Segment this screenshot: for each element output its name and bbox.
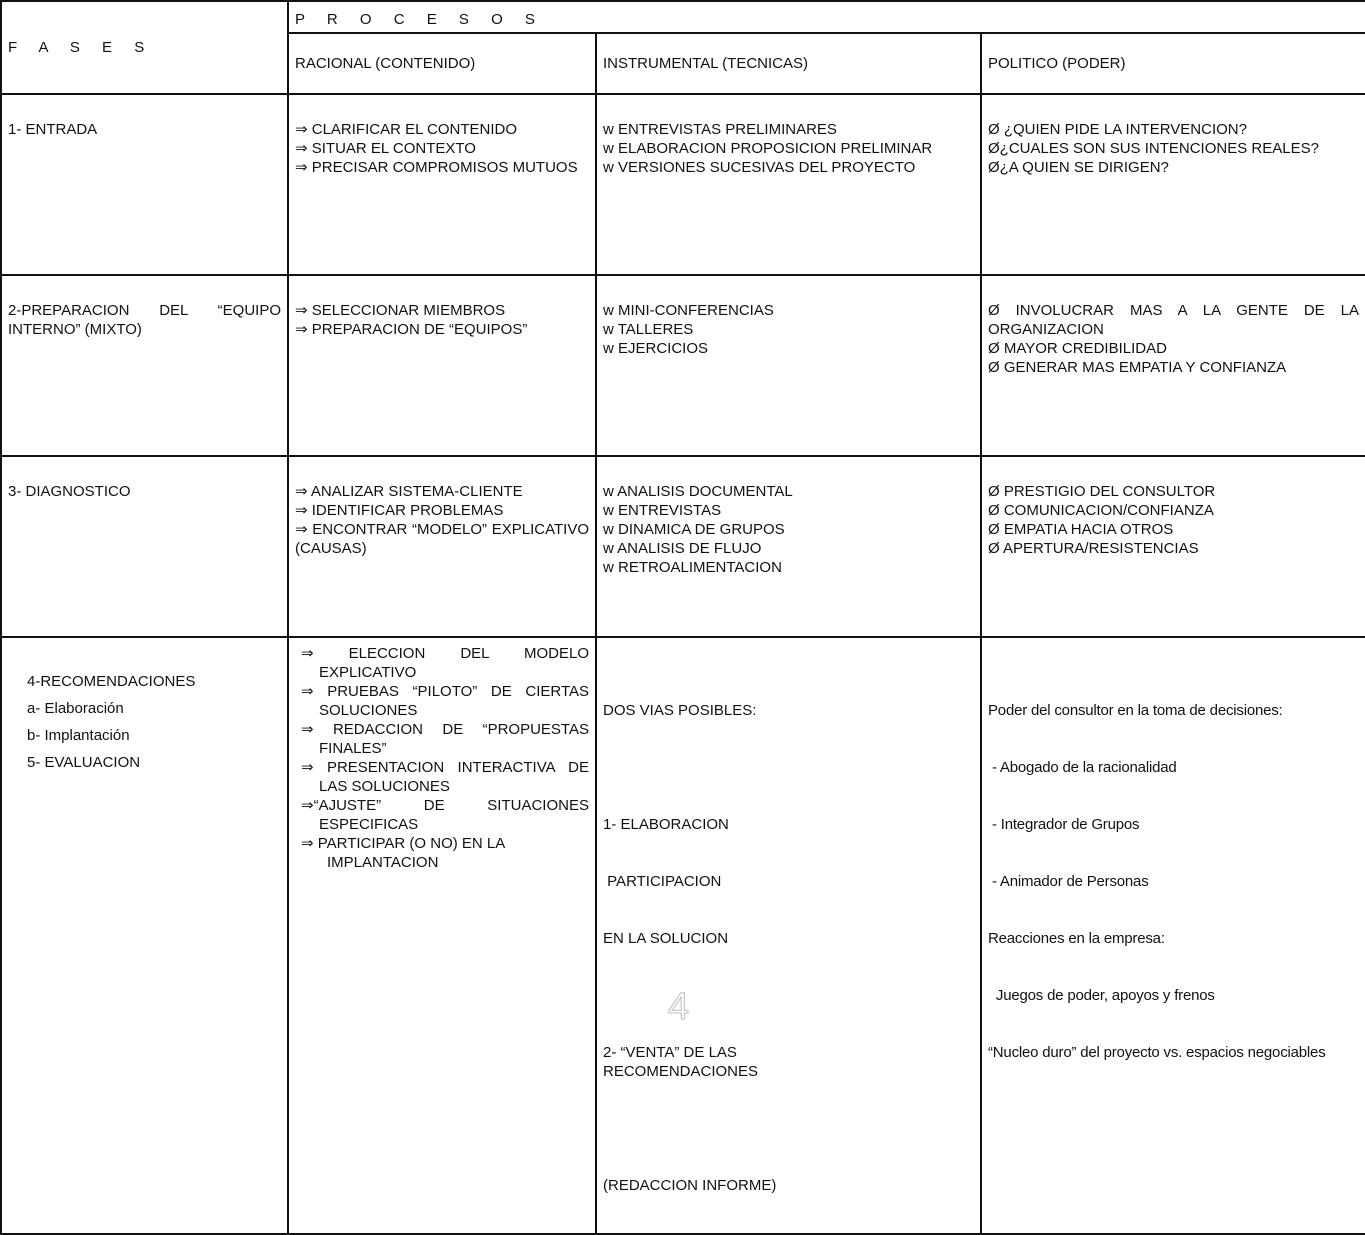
list-item: ⇒ PREPARACION DE “EQUIPOS” xyxy=(295,321,528,338)
list-item: ⇒ PRECISAR COMPROMISOS MUTUOS xyxy=(295,159,578,176)
list-item: w RETROALIMENTACION xyxy=(603,559,782,576)
procesos-header xyxy=(288,1,1365,33)
racional-cell xyxy=(288,456,596,637)
spacer xyxy=(603,1119,974,1138)
fases-header xyxy=(1,1,288,94)
fase-cell xyxy=(1,275,288,456)
list-item: Ø MAYOR CREDIBILIDAD xyxy=(988,340,1167,357)
racional-cell xyxy=(288,275,596,456)
racional-cell xyxy=(288,94,596,275)
spacer xyxy=(603,758,974,777)
list-item: Ø APERTURA/RESISTENCIAS xyxy=(988,540,1199,557)
list-item: PARTICIPACION xyxy=(603,873,722,890)
list-item: w ANALISIS DOCUMENTAL xyxy=(603,483,793,500)
list-item: ⇒“AJUSTE” DE SITUACIONES ESPECIFICAS xyxy=(301,797,589,833)
list-item: ⇒ CLARIFICAR EL CONTENIDO xyxy=(295,121,518,138)
list-item: w DINAMICA DE GRUPOS xyxy=(603,521,785,538)
list-item: ⇒ IDENTIFICAR PROBLEMAS xyxy=(295,502,504,519)
table-row xyxy=(1,94,1365,275)
fase-label: 3- DIAGNOSTICO xyxy=(8,483,131,500)
list-item: - Abogado de la racionalidad xyxy=(988,759,1177,776)
fase-label: 1- ENTRADA xyxy=(8,121,98,138)
table-row xyxy=(1,456,1365,637)
list-item: Ø COMUNICACION/CONFIANZA xyxy=(988,502,1214,519)
politico-header: POLITICO (PODER) xyxy=(981,33,1365,94)
list-item: Ø EMPATIA HACIA OTROS xyxy=(988,521,1174,538)
fase-sublabel: a- Elaboración xyxy=(27,700,124,717)
list-item: w EJERCICIOS xyxy=(603,340,709,357)
fase-sublabel: b- Implantación xyxy=(27,727,130,744)
list-item: Juegos de poder, apoyos y frenos xyxy=(988,987,1215,1004)
fase-cell xyxy=(1,637,288,1234)
spacer xyxy=(603,986,974,1005)
list-item: w ENTREVISTAS PRELIMINARES xyxy=(603,121,837,138)
list-item: ⇒ PRESENTACION INTERACTIVA DE LAS SOLUCIONES xyxy=(301,759,589,795)
list-item: ⇒ ENCONTRAR “MODELO” EXPLICATIVO (CAUSAS) xyxy=(295,521,589,557)
list-item: Ø¿A QUIEN SE DIRIGEN? xyxy=(988,159,1169,176)
list-item: w MINI-CONFERENCIAS xyxy=(603,302,774,319)
table-row xyxy=(1,637,1365,1234)
list-item: EN LA SOLUCION xyxy=(603,930,729,947)
fase-label: 2-PREPARACION DEL “EQUIPO INTERNO” (MIXTO) xyxy=(8,302,281,338)
list-item: Ø INVOLUCRAR MAS A LA GENTE DE LA ORGANIZACION xyxy=(988,302,1359,338)
list-item: (REDACCION INFORME) xyxy=(603,1177,777,1194)
instrumental-cell xyxy=(596,456,981,637)
list-item: Reacciones en la empresa: xyxy=(988,930,1165,947)
list-item: 2- “VENTA” DE LAS RECOMENDACIONES xyxy=(603,1044,759,1080)
list-item: ⇒ ANALIZAR SISTEMA-CLIENTE xyxy=(295,483,523,500)
page-number: 4 xyxy=(668,986,690,1028)
fase-label: 5- EVALUACION xyxy=(27,754,141,771)
list-item: w TALLERES xyxy=(603,321,694,338)
procesos-header-label: P R O C E S O S xyxy=(295,11,544,28)
fases-header-label: F A S E S xyxy=(8,39,154,56)
fase-cell xyxy=(1,94,288,275)
politico-cell xyxy=(981,275,1365,456)
fase-label: 4-RECOMENDACIONES xyxy=(27,673,196,690)
list-item: ⇒ ELECCION DEL MODELO EXPLICATIVO xyxy=(301,645,589,681)
list-item: 1- ELABORACION xyxy=(603,816,729,833)
list-item: ⇒ SITUAR EL CONTEXTO xyxy=(295,140,476,157)
list-item: ⇒ PARTICIPAR (O NO) EN LA IMPLANTACION xyxy=(301,835,505,871)
list-item: Ø GENERAR MAS EMPATIA Y CONFIANZA xyxy=(988,359,1287,376)
instrumental-cell xyxy=(596,637,981,1234)
racional-cell xyxy=(288,637,596,1234)
politico-cell xyxy=(981,637,1365,1234)
instrumental-header: INSTRUMENTAL (TECNICAS) xyxy=(596,33,981,94)
list-item: w ENTREVISTAS xyxy=(603,502,722,519)
list-item: DOS VIAS POSIBLES: xyxy=(603,702,757,719)
list-item: - Integrador de Grupos xyxy=(988,816,1140,833)
list-item: Ø ¿QUIEN PIDE LA INTERVENCION? xyxy=(988,121,1247,138)
fase-cell xyxy=(1,456,288,637)
politico-cell xyxy=(981,456,1365,637)
list-item: w ANALISIS DE FLUJO xyxy=(603,540,762,557)
list-item: Ø PRESTIGIO DEL CONSULTOR xyxy=(988,483,1216,500)
politico-cell xyxy=(981,94,1365,275)
list-item: ⇒ PRUEBAS “PILOTO” DE CIERTAS SOLUCIONES xyxy=(301,683,589,719)
list-item: ⇒ REDACCION DE “PROPUESTAS FINALES” xyxy=(301,721,589,757)
table-row xyxy=(1,275,1365,456)
instrumental-cell xyxy=(596,275,981,456)
list-item: w VERSIONES SUCESIVAS DEL PROYECTO xyxy=(603,159,916,176)
list-item: Ø¿CUALES SON SUS INTENCIONES REALES? xyxy=(988,140,1319,157)
list-item: Poder del consultor en la toma de decisiones: xyxy=(988,702,1283,719)
list-item: ⇒ SELECCIONAR MIEMBROS xyxy=(295,302,506,319)
racional-header: RACIONAL (CONTENIDO) xyxy=(288,33,596,94)
list-item: w ELABORACION PROPOSICION PRELIMINAR xyxy=(603,140,933,157)
list-item: “Nucleo duro” del proyecto vs. espacios negociables xyxy=(988,1044,1326,1061)
instrumental-cell xyxy=(596,94,981,275)
list-item: - Animador de Personas xyxy=(988,873,1149,890)
